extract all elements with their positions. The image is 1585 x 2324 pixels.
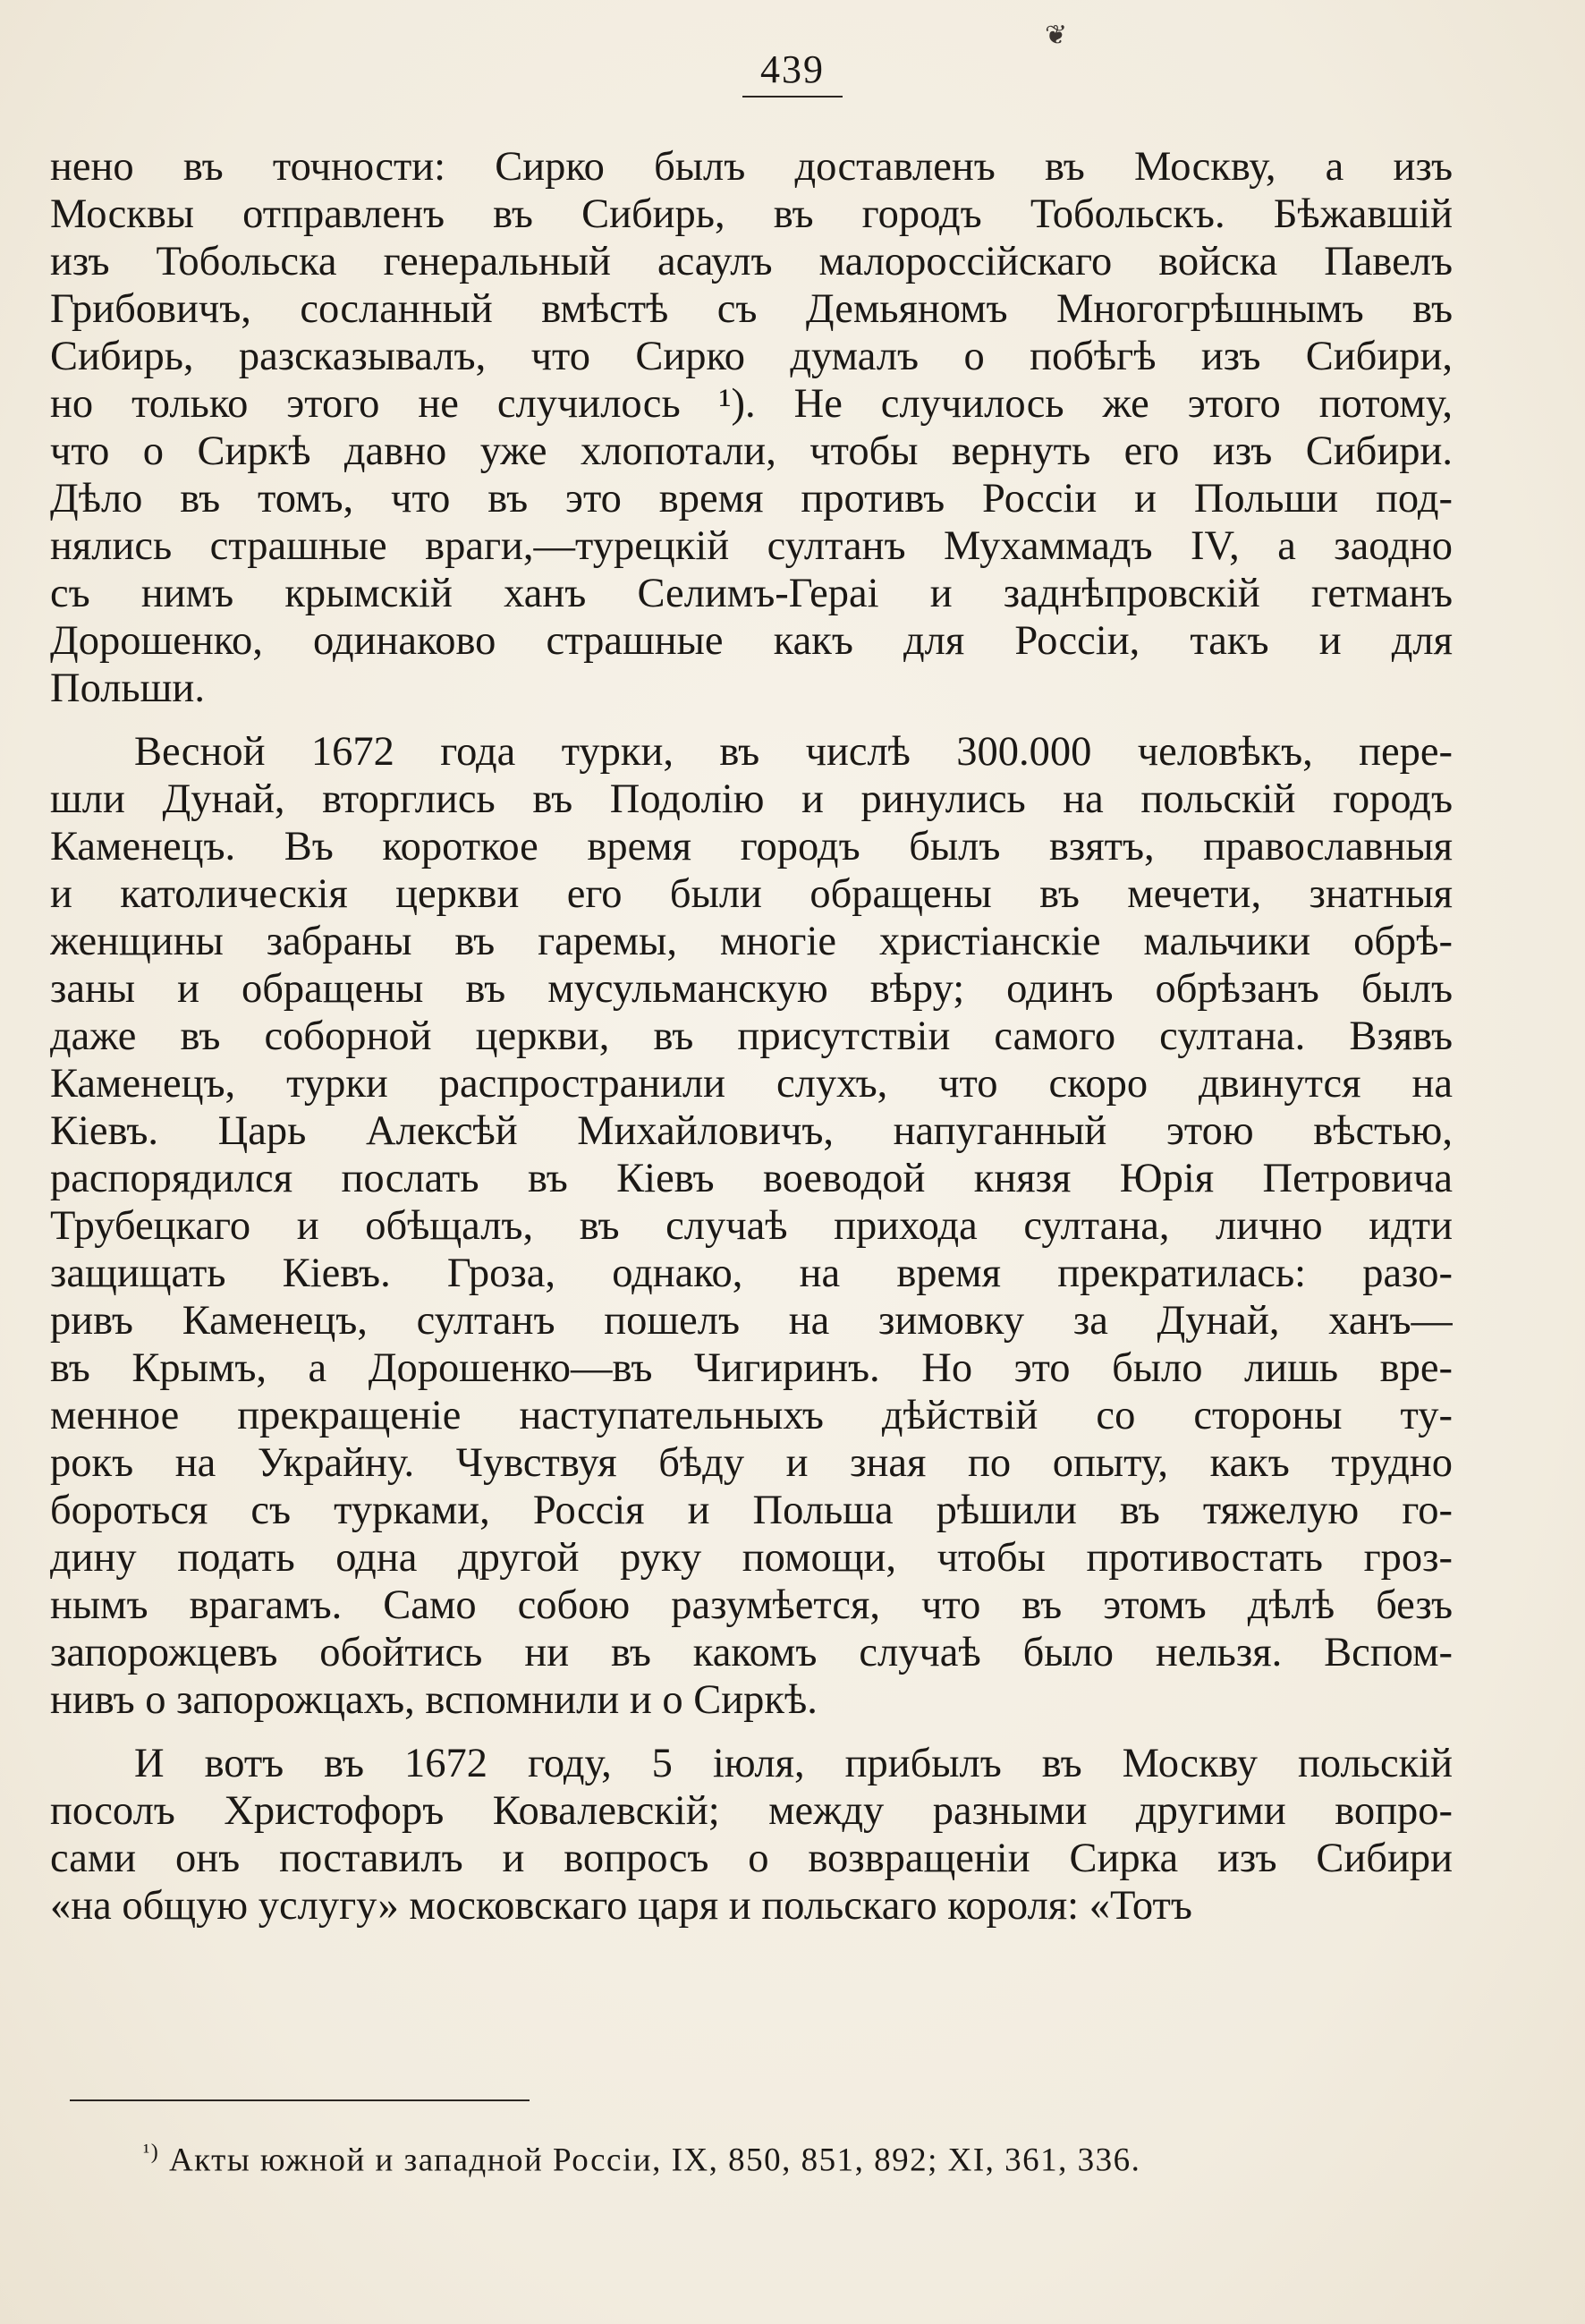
- text-line: Каменецъ. Въ короткое время городъ былъ взятъ, православныя: [50, 824, 1453, 869]
- text-line: сами онъ поставилъ и вопросъ о возвращеніи Сирка изъ Сибири: [50, 1836, 1453, 1881]
- paragraph: [50, 728, 1453, 1724]
- text-line: въ Крымъ, а Дорошенко—въ Чигиринъ. Но это было лишь вре-: [50, 1345, 1453, 1391]
- footnote-divider: [70, 2099, 530, 2101]
- page-header: [0, 47, 1585, 98]
- text-line: защищать Кіевъ. Гроза, однако, на время прекратилась: разо-: [50, 1251, 1453, 1296]
- text-line: изъ Тобольска генеральный асаулъ малороссійскаго войска Павелъ: [50, 239, 1453, 284]
- ornament-icon: ❦: [1045, 20, 1068, 51]
- text-line: Москвы отправленъ въ Сибирь, въ городъ Тобольскъ. Бѣжавшій: [50, 191, 1453, 237]
- text-line: И вотъ въ 1672 году, 5 іюля, прибылъ въ Москву польскій: [134, 1741, 1453, 1786]
- text-line: Грибовичъ, сосланный вмѣстѣ съ Демьяномъ Многогрѣшнымъ въ: [50, 286, 1453, 332]
- text-line: Сибирь, разсказывалъ, что Сирко думалъ о побѣгѣ изъ Сибири,: [50, 334, 1453, 379]
- paragraph-gap: [50, 1724, 1453, 1740]
- paragraph: [50, 1740, 1453, 1930]
- text-line: нялись страшные враги,—турецкій султанъ Мухаммадъ IV, а заодно: [50, 523, 1453, 569]
- text-line: Польши.: [50, 666, 205, 711]
- text-line: запорожцевъ обойтись ни въ какомъ случаѣ было нельзя. Вспом-: [50, 1630, 1453, 1675]
- text-line: Весной 1672 года турки, въ числѣ 300.000 человѣкъ, пере-: [134, 729, 1453, 775]
- text-line: Каменецъ, турки распространили слухъ, что скоро двинутся на: [50, 1061, 1453, 1107]
- text-line: нено въ точности: Сирко былъ доставленъ въ Москву, а изъ: [50, 144, 1453, 190]
- text-line: Трубецкаго и обѣщалъ, въ случаѣ прихода султана, лично идти: [50, 1203, 1453, 1249]
- text-line: Дорошенко, одинаково страшные какъ для Россіи, такъ и для: [50, 618, 1453, 664]
- footnote-text: Акты южной и западной Россіи, IX, 850, 851, 892; XI, 361, 336.: [159, 2142, 1141, 2179]
- text-line: женщины забраны въ гаремы, многіе христіанскіе мальчики обрѣ-: [50, 919, 1453, 964]
- text-line: съ нимъ крымскій ханъ Селимъ-Гераі и заднѣпровскій гетманъ: [50, 571, 1453, 616]
- text-line: что о Сиркѣ давно уже хлопотали, чтобы вернуть его изъ Сибири.: [50, 428, 1453, 474]
- text-line: Дѣло въ томъ, что въ это время противъ Россіи и Польши под-: [50, 476, 1453, 522]
- page-number: 439: [742, 47, 843, 98]
- text-line: но только этого не случилось ¹). Не случилось же этого потому,: [50, 381, 1453, 427]
- text-line: нымъ врагамъ. Само собою разумѣется, что въ этомъ дѣлѣ безъ: [50, 1582, 1453, 1628]
- text-line: рокъ на Украйну. Чувствуя бѣду и зная по опыту, какъ трудно: [50, 1440, 1453, 1486]
- text-line: нивъ о запорожцахъ, вспомнили и о Сиркѣ.: [50, 1677, 818, 1723]
- text-line: ривъ Каменецъ, султанъ пошелъ на зимовку за Дунай, ханъ—: [50, 1298, 1453, 1344]
- text-line: бороться съ турками, Россія и Польша рѣшили въ тяжелую го-: [50, 1488, 1453, 1533]
- footnote: [143, 2133, 1140, 2180]
- text-line: посолъ Христофоръ Ковалевскій; между разными другими вопро-: [50, 1788, 1453, 1834]
- paragraph: [50, 143, 1453, 712]
- text-line: «на общую услугу» московскаго царя и польскаго короля: «Тотъ: [50, 1883, 1192, 1929]
- text-line: заны и обращены въ мусульманскую вѣру; одинъ обрѣзанъ былъ: [50, 966, 1453, 1012]
- text-line: распорядился послать въ Кіевъ воеводой князя Юрія Петровича: [50, 1156, 1453, 1201]
- text-line: и католическія церкви его были обращены въ мечети, знатныя: [50, 871, 1453, 917]
- main-text: [50, 143, 1453, 1930]
- text-line: шли Дунай, вторглись въ Подолію и ринулись на польскій городъ: [50, 776, 1453, 822]
- text-line: Кіевъ. Царь Алексѣй Михайловичъ, напуганный этою вѣстью,: [50, 1108, 1453, 1154]
- paragraph-gap: [50, 712, 1453, 728]
- text-line: менное прекращеніе наступательныхъ дѣйствій со стороны ту-: [50, 1393, 1453, 1438]
- footnote-marker: ¹): [143, 2141, 160, 2164]
- text-line: дину подать одна другой руку помощи, чтобы противостать гроз-: [50, 1535, 1453, 1581]
- text-line: даже въ соборной церкви, въ присутствіи самого султана. Взявъ: [50, 1014, 1453, 1059]
